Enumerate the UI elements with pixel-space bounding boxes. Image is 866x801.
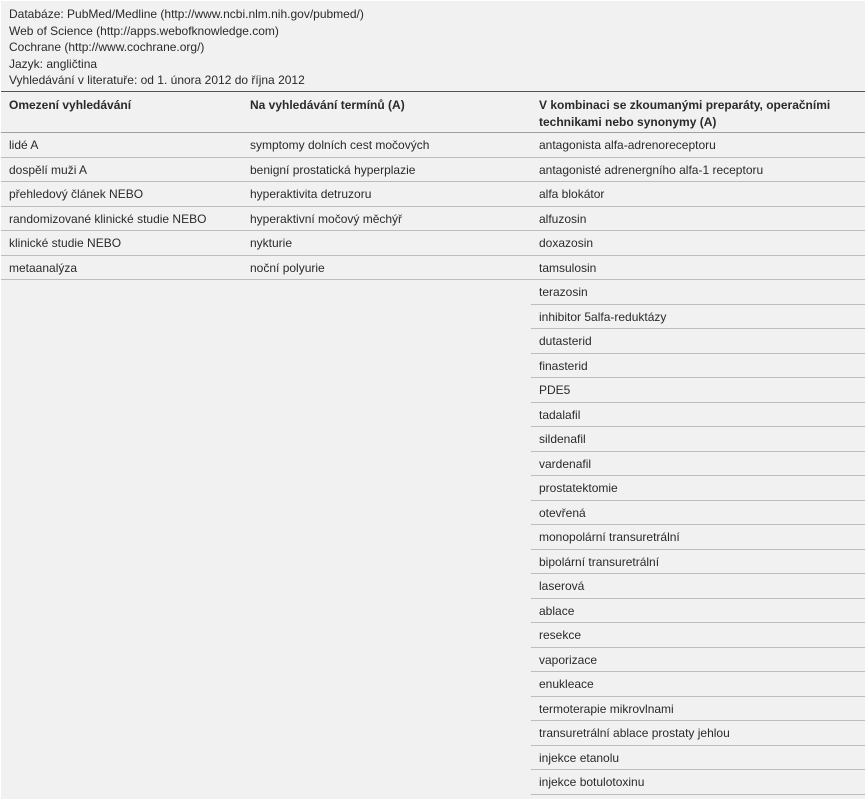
cell-search-limit: klinické studie NEBO	[9, 236, 122, 250]
info-database-cochrane: Cochrane (http://www.cochrane.org/)	[9, 40, 205, 55]
cell-search-term: nykturie	[250, 236, 293, 250]
info-date-range: Vyhledávání v literatuře: od 1. února 2012 do října 2012	[9, 73, 305, 88]
cell-combination-term: alfa blokátor	[539, 187, 605, 201]
cell-combination-term: bipolární transuretrální	[539, 554, 660, 569]
table-row	[531, 280, 865, 305]
table-row	[531, 403, 865, 428]
cell-combination-term: alfuzosin	[539, 211, 587, 226]
table-row	[531, 770, 865, 795]
cell-combination-term: tamsulosin	[539, 260, 597, 275]
cell-search-term: hyperaktivita detruzoru	[250, 187, 372, 201]
cell-search-term: benigní prostatická hyperplazie	[250, 162, 416, 177]
table-row	[1, 158, 865, 183]
table-row	[531, 525, 865, 550]
table-row	[531, 354, 865, 379]
table-row	[1, 133, 865, 158]
cell-combination-term: transuretrální ablace prostaty jehlou	[539, 726, 730, 740]
cell-combination-term: vaporizace	[539, 652, 598, 667]
cell-combination-term: ablace	[539, 603, 575, 618]
cell-combination-term: injekce botulotoxinu	[539, 775, 645, 789]
table-row	[531, 550, 865, 575]
table-row	[531, 378, 865, 403]
info-language: Jazyk: angličtina	[9, 56, 98, 71]
cell-combination-term: monopolární transuretrální	[539, 530, 680, 544]
cell-combination-term: resekce	[539, 628, 582, 642]
table-row	[531, 329, 865, 354]
table-row	[531, 452, 865, 477]
cell-combination-term: doxazosin	[539, 236, 594, 250]
header-search-terms: Na vyhledávání termínů (A)	[250, 98, 405, 112]
info-database-wos: Web of Science (http://apps.webofknowledge.com)	[9, 23, 279, 38]
table-row	[531, 648, 865, 673]
cell-combination-term: antagonista alfa-adrenoreceptoru	[539, 138, 716, 152]
table-row	[531, 721, 865, 746]
cell-search-limit: dospělí muži A	[9, 162, 88, 177]
table-row	[531, 476, 865, 501]
cell-search-term: symptomy dolních cest močových	[250, 138, 430, 152]
cell-search-limit: přehledový článek NEBO	[9, 187, 144, 201]
table-row	[531, 623, 865, 648]
cell-combination-term: dutasterid	[539, 334, 592, 348]
search-strategy-table	[1, 1, 865, 799]
cell-combination-term: prostatektomie	[539, 481, 618, 495]
table-row	[531, 501, 865, 526]
cell-combination-term: antagonisté adrenergního alfa-1 receptoru	[539, 162, 764, 177]
cell-combination-term: PDE5	[539, 383, 571, 397]
table-row	[1, 256, 865, 281]
cell-combination-term: vardenafil	[539, 456, 592, 471]
table-row	[1, 182, 865, 207]
cell-combination-term: laserová	[539, 579, 585, 593]
cell-search-limit: randomizované klinické studie NEBO	[9, 211, 207, 226]
cell-combination-term: enukleace	[539, 677, 594, 691]
cell-search-limit: metaanalýza	[9, 260, 78, 275]
info-database-pubmed: Databáze: PubMed/Medline (http://www.ncbi.nlm.nih.gov/pubmed/)	[9, 7, 364, 21]
table-row	[1, 207, 865, 232]
cell-combination-term: terazosin	[539, 285, 588, 299]
cell-combination-term: otevřená	[539, 505, 586, 520]
table-row	[531, 599, 865, 624]
cell-combination-term: finasterid	[539, 358, 588, 373]
cell-combination-term: sildenafil	[539, 432, 586, 446]
cell-search-term: hyperaktivní močový měchýř	[250, 211, 403, 226]
table-row	[531, 305, 865, 330]
table-row	[531, 672, 865, 697]
table-row	[531, 574, 865, 599]
table-header	[1, 91, 865, 133]
header-combination: V kombinaci se zkoumanými preparáty, operačními technikami nebo synonymy (A)	[539, 98, 831, 129]
cell-search-term: noční polyurie	[250, 260, 325, 275]
cell-combination-term: inhibitor 5alfa-reduktázy	[539, 309, 667, 324]
cell-combination-term: injekce etanolu	[539, 750, 620, 765]
table-row	[531, 427, 865, 452]
header-search-limits: Omezení vyhledávání	[9, 98, 132, 112]
cell-combination-term: tadalafil	[539, 407, 581, 422]
table-row	[531, 697, 865, 722]
search-info	[1, 1, 865, 87]
cell-combination-term: termoterapie mikrovlnami	[539, 701, 674, 716]
table-row	[1, 231, 865, 256]
cell-search-limit: lidé A	[9, 138, 39, 152]
table-row	[531, 746, 865, 771]
